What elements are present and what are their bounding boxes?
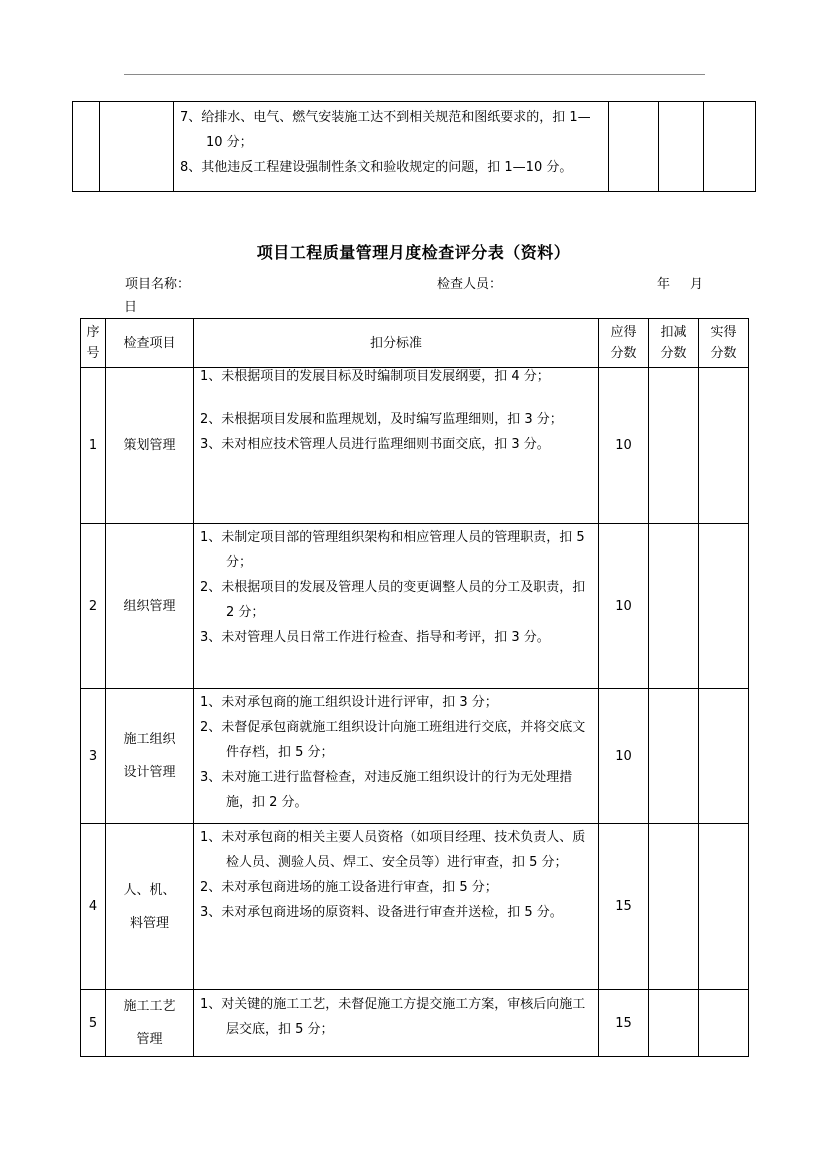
row-actual-score[interactable] xyxy=(699,524,749,689)
score-table xyxy=(80,318,749,1057)
row-actual-score[interactable] xyxy=(699,990,749,1057)
row-due-score: 10 xyxy=(599,524,649,689)
row-seq: 4 xyxy=(81,824,106,990)
row-actual-score[interactable] xyxy=(699,368,749,524)
row-deduct-score[interactable] xyxy=(649,990,699,1057)
criteria-item: 3、未对承包商进场的原资料、设备进行审查并送检，扣 5 分。 xyxy=(200,905,563,920)
row-seq: 3 xyxy=(81,689,106,824)
table-row xyxy=(81,368,749,524)
criteria-item: 1、未制定项目部的管理组织架构和相应管理人员的管理职责，扣 5 分； xyxy=(200,530,585,570)
criteria-item: 8、其他违反工程建设强制性条文和验收规定的问题，扣 1—10 分。 xyxy=(180,160,573,175)
row-criteria xyxy=(194,990,599,1057)
criteria-item: 1、未对承包商的相关主要人员资格（如项目经理、技术负责人、质检人员、测验人员、焊工、安全员等）进行审查，扣 5 分； xyxy=(200,830,586,870)
cont-due-cell xyxy=(609,102,659,192)
header-seq: 序 号 xyxy=(81,319,106,368)
row-deduct-score[interactable] xyxy=(649,689,699,824)
criteria-item: 2、未根据项目的发展及管理人员的变更调整人员的分工及职责，扣 2 分； xyxy=(200,580,586,620)
year-label: 年 xyxy=(657,277,671,292)
row-deduct-score[interactable] xyxy=(649,824,699,990)
criteria-item: 3、未对施工进行监督检查，对违反施工组织设计的行为无处理措施，扣 2 分。 xyxy=(200,770,573,810)
cont-deduct-cell xyxy=(659,102,704,192)
row-due-score: 10 xyxy=(599,689,649,824)
cont-seq-cell xyxy=(73,102,100,192)
row-item: 施工组织 设计管理 xyxy=(106,689,194,824)
criteria-item: 3、未对管理人员日常工作进行检查、指导和考评，扣 3 分。 xyxy=(200,630,550,645)
criteria-item: 2、未督促承包商就施工组织设计向施工班组进行交底，并将交底文件存档，扣 5 分； xyxy=(200,720,586,760)
header-due-score: 应得 分数 xyxy=(599,319,649,368)
day-label: 日 xyxy=(124,300,138,315)
table-row xyxy=(81,689,749,824)
row-actual-score[interactable] xyxy=(699,824,749,990)
row-deduct-score[interactable] xyxy=(649,524,699,689)
row-item: 施工工艺 管理 xyxy=(106,990,194,1057)
criteria-item: 2、未对承包商进场的施工设备进行审查，扣 5 分； xyxy=(200,880,498,895)
row-item: 策划管理 xyxy=(106,368,194,524)
table-row xyxy=(81,990,749,1057)
criteria-item: 1、对关键的施工工艺，未督促施工方提交施工方案，审核后向施工层交底，扣 5 分； xyxy=(200,997,586,1037)
cont-actual-cell xyxy=(704,102,756,192)
row-due-score: 15 xyxy=(599,824,649,990)
row-seq: 2 xyxy=(81,524,106,689)
header-actual-score: 实得 分数 xyxy=(699,319,749,368)
row-due-score: 10 xyxy=(599,368,649,524)
criteria-item: 3、未对相应技术管理人员进行监理细则书面交底，扣 3 分。 xyxy=(200,437,550,452)
table-row xyxy=(81,524,749,689)
table-row xyxy=(81,824,749,990)
page-title: 项目工程质量管理月度检查评分表（资料） xyxy=(256,243,571,262)
criteria-item: 1、未对承包商的施工组织设计进行评审，扣 3 分； xyxy=(200,695,498,710)
row-item: 组织管理 xyxy=(106,524,194,689)
month-label: 月 xyxy=(690,277,704,292)
criteria-item: 1、未根据项目的发展目标及时编制项目发展纲要，扣 4 分； xyxy=(200,369,550,384)
row-criteria xyxy=(194,689,599,824)
inspector-label: 检查人员： xyxy=(437,277,503,292)
row-criteria xyxy=(194,524,599,689)
cont-item-cell xyxy=(100,102,174,192)
row-criteria xyxy=(194,824,599,990)
header-item: 检查项目 xyxy=(106,319,194,368)
row-criteria xyxy=(194,368,599,524)
continuation-table xyxy=(72,101,756,192)
row-item: 人、机、 料管理 xyxy=(106,824,194,990)
row-due-score: 15 xyxy=(599,990,649,1057)
table-header-row xyxy=(81,319,749,368)
criteria-item: 7、给排水、电气、燃气安装施工达不到相关规范和图纸要求的，扣 1—10 分； xyxy=(180,110,591,150)
cont-criteria-cell xyxy=(174,102,609,192)
project-name-label: 项目名称： xyxy=(125,277,191,292)
row-actual-score[interactable] xyxy=(699,689,749,824)
header-criteria: 扣分标准 xyxy=(194,319,599,368)
header-rule xyxy=(124,74,705,75)
header-deduct-score: 扣减 分数 xyxy=(649,319,699,368)
row-seq: 5 xyxy=(81,990,106,1057)
criteria-item: 2、未根据项目发展和监理规划，及时编写监理细则，扣 3 分； xyxy=(200,412,563,427)
row-seq: 1 xyxy=(81,368,106,524)
row-deduct-score[interactable] xyxy=(649,368,699,524)
